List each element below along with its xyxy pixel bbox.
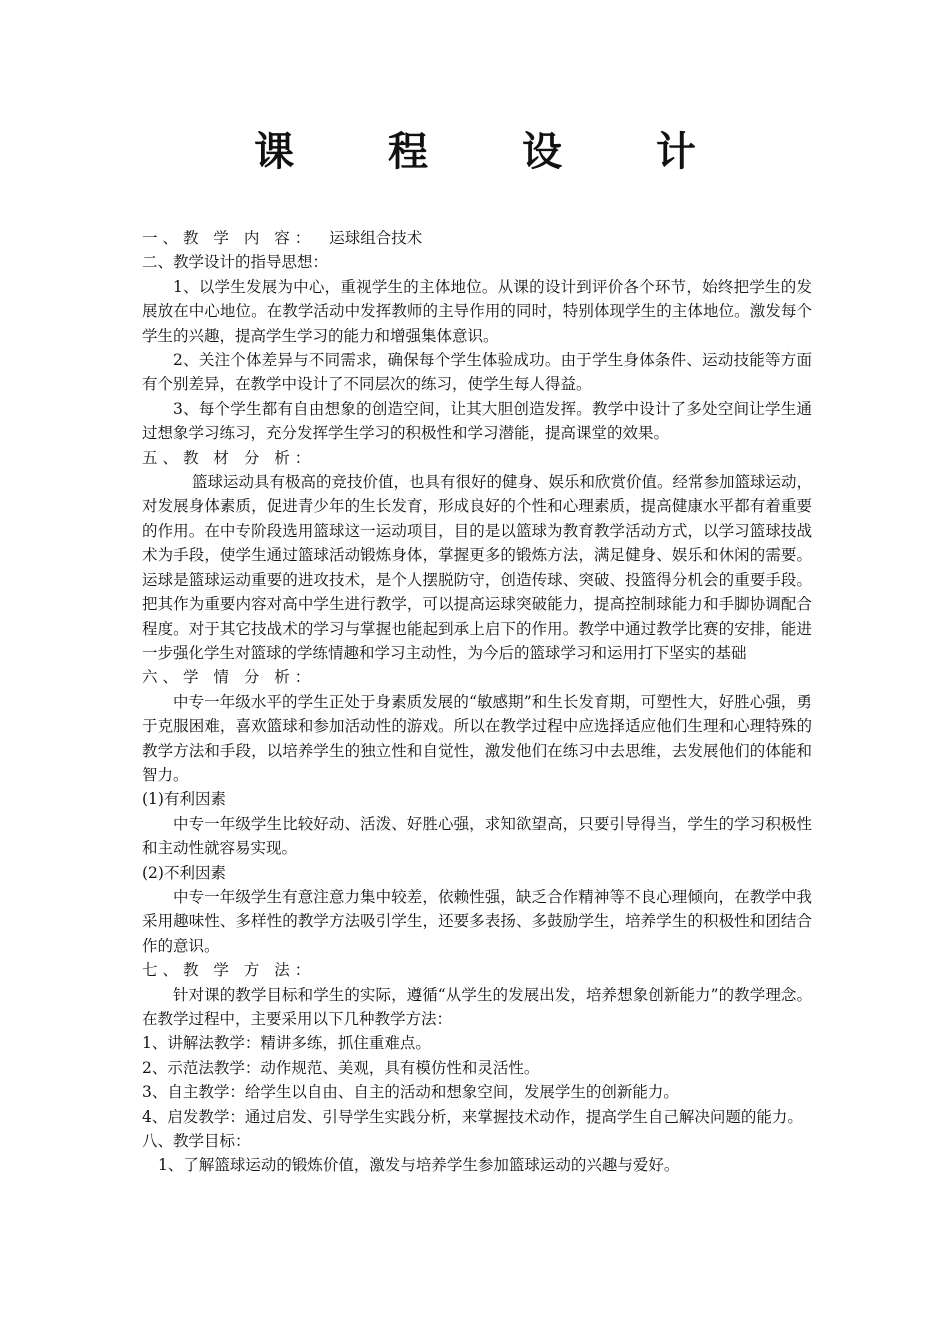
favorable-factors-text: 中专一年级学生比较好动、活泼、好胜心强，求知欲望高，只要引导得当，学生的学习积极性和主动性就容易实现。 xyxy=(142,814,812,858)
method-item: 4、启发教学：通过启发、引导学生实践分析，来掌握技术动作，提高学生自己解决问题的能力。 xyxy=(142,1107,803,1126)
method-item: 3、自主教学：给学生以自由、自主的活动和想象空间，发展学生的创新能力。 xyxy=(142,1083,679,1102)
goal-item: 1、了解篮球运动的锻炼价值，激发与培养学生参加篮球运动的兴趣与爱好。 xyxy=(158,1156,680,1175)
paragraph-2-1: 1、以学生发展为中心，重视学生的主体地位。从课的设计到评价各个环节，始终把学生的发展放在中心地位。在教学活动中发挥教师的主导作用的同时，特别体现学生的主体地位。激发每个学生的兴趣，提高学生学习的能力和增强集体意识。 xyxy=(142,277,812,345)
method-item: 1、讲解法教学：精讲多练，抓住重难点。 xyxy=(142,1034,431,1053)
section-8-heading: 八、教学目标： xyxy=(142,1132,251,1151)
document-body xyxy=(142,226,812,1178)
favorable-factors-heading: (1)有利因素 xyxy=(142,790,226,809)
section-5-heading: 五、教 材 分 析： xyxy=(142,448,316,467)
section-1-heading: 一、教 学 内 容： 运球组合技术 xyxy=(142,229,423,247)
unfavorable-factors-heading: (2)不利因素 xyxy=(142,863,226,882)
page-title: 课 程 设 计 xyxy=(254,128,736,175)
section-1-value: 运球组合技术 xyxy=(329,229,423,247)
method-item: 2、示范法教学：动作规范、美观，具有模仿性和灵活性。 xyxy=(142,1058,540,1077)
paragraph-2-3: 3、每个学生都有自由想象的创造空间，让其大胆创造发挥。教学中设计了多处空间让学生通过想象学习练习，充分发挥学生学习的积极性和学习潜能，提高课堂的效果。 xyxy=(142,399,812,443)
unfavorable-factors-text: 中专一年级学生有意注意力集中较差，依赖性强，缺乏合作精神等不良心理倾向，在教学中我采用趣味性、多样性的教学方法吸引学生，还要多表扬、多鼓励学生，培养学生的积极性和团结合作的意识。 xyxy=(142,887,812,955)
section-6-heading: 六、学 情 分 析： xyxy=(142,668,316,687)
section-2-heading: 二、教学设计的指导思想： xyxy=(142,253,329,272)
paragraph-2-2: 2、关注个体差异与不同需求，确保每个学生体验成功。由于学生身体条件、运动技能等方面有个别差异，在教学中设计了不同层次的练习，使学生每人得益。 xyxy=(142,351,812,394)
paragraph-5: 篮球运动具有极高的竞技价值，也具有很好的健身、娱乐和欣赏价值。经常参加篮球运动，对发展身体素质，促进青少年的生长发育，形成良好的个性和心理素质，提高健康水平都有着重要的作用。在中专阶段选用篮球这一运动项目，目的是以篮球为教育教学活动方式，以学习篮球技战术为手段，使学生通过篮球活动锻炼身体，掌握更多的锻炼方法，满足健身、娱乐和休闲的需要。运球是篮球运动重要的进攻技术，是个人摆脱防守，创造传球、突破、投篮得分机会的重要手段。把其作为重要内容对高中学生进行教学，可以提高运球突破能力，提高控制球能力和手脚协调配合程度。对于其它技战术的学习与掌握也能起到承上启下的作用。教学中通过教学比赛的安排，能进一步强化学生对篮球的学练情趣和学习主动性，为今后的篮球学习和运用打下坚实的基础 xyxy=(142,473,813,662)
paragraph-7: 针对课的教学目标和学生的实际，遵循“从学生的发展出发，培养想象创新能力”的教学理念。在教学过程中，主要采用以下几种教学方法： xyxy=(142,985,812,1028)
paragraph-6: 中专一年级水平的学生正处于身素质发展的“敏感期”和生长发育期，可塑性大，好胜心强，勇于克服困难，喜欢篮球和参加活动性的游戏。所以在教学过程中应选择适应他们生理和心理特殊的教学方法和手段，以培养学生的独立性和自觉性，激发他们在练习中去思维，去发展他们的体能和智力。 xyxy=(142,692,812,784)
section-7-heading: 七、教 学 方 法： xyxy=(142,961,316,980)
